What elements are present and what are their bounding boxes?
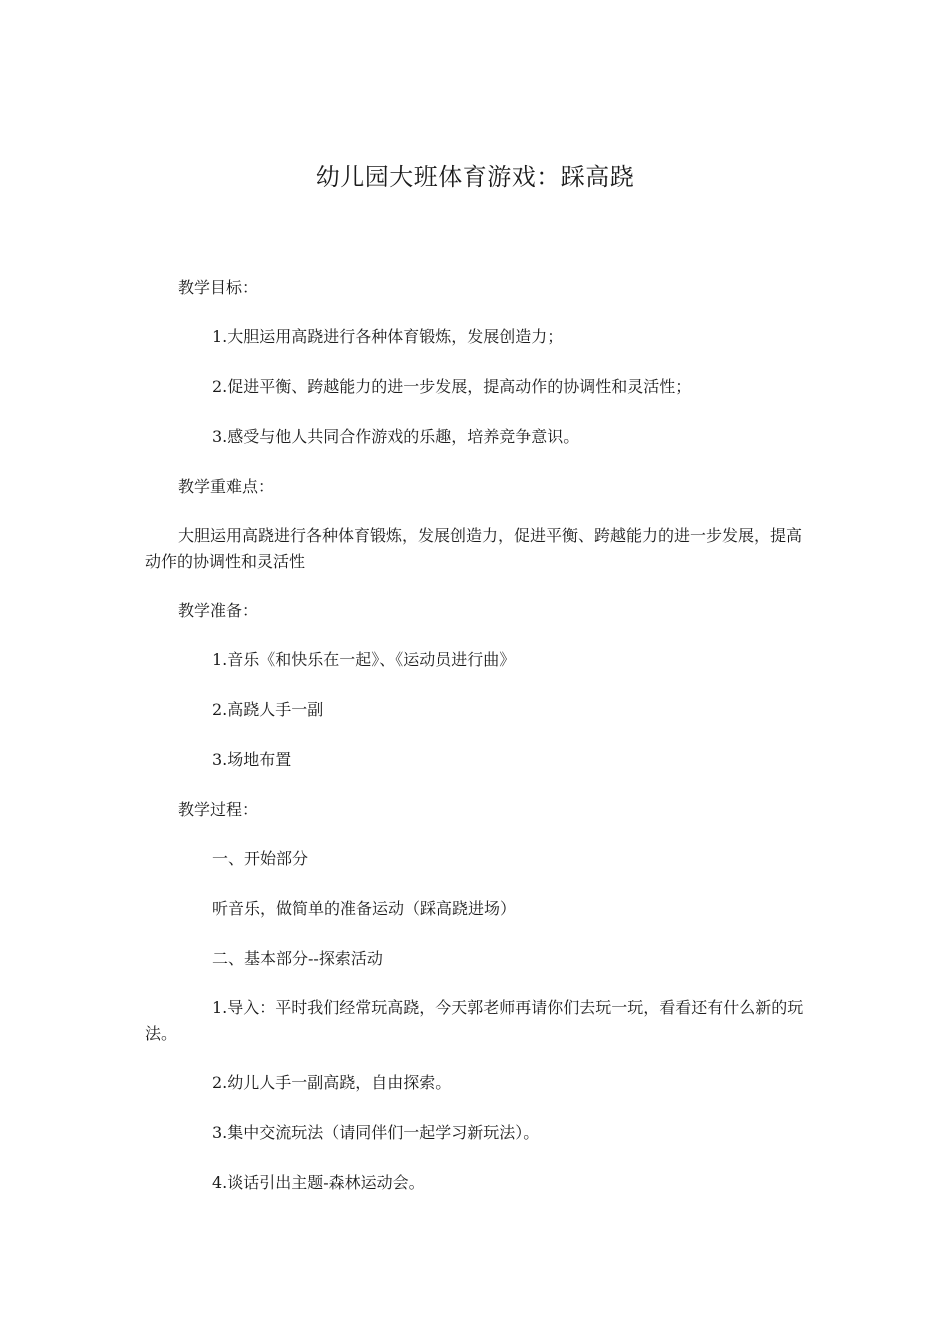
prep-item-3: 3.场地布置 <box>212 750 292 769</box>
part2-step-2: 2.幼儿人手一副高跷，自由探索。 <box>212 1073 452 1092</box>
prep-item-1: 1.音乐《和快乐在一起》、《运动员进行曲》 <box>212 650 516 669</box>
document-title: 幼儿园大班体育游戏：踩高跷 <box>315 163 635 191</box>
part1-text: 听音乐，做简单的准备运动（踩高跷进场） <box>212 899 517 918</box>
part2-step-3: 3.集中交流玩法（请同伴们一起学习新玩法）。 <box>212 1123 540 1142</box>
goal-item-3: 3.感受与他人共同合作游戏的乐趣，培养竞争意识。 <box>212 427 580 446</box>
process-heading: 教学过程： <box>178 800 259 819</box>
part2-step-1: 1.导入：平时我们经常玩高跷，今天郭老师再请你们去玩一玩，看看还有什么新的玩法。 <box>145 998 804 1043</box>
part2-heading: 二、基本部分--探索活动 <box>212 949 383 968</box>
goals-heading: 教学目标： <box>178 278 259 297</box>
goal-item-1: 1.大胆运用高跷进行各种体育锻炼，发展创造力； <box>212 327 564 346</box>
part1-heading: 一、开始部分 <box>212 849 309 868</box>
key-points-paragraph: 大胆运用高跷进行各种体育锻炼，发展创造力，促进平衡、跨越能力的进一步发展，提高动作的协调性和灵活性 <box>145 526 803 571</box>
key-points-heading: 教学重难点： <box>178 477 275 496</box>
prep-heading: 教学准备： <box>178 601 259 620</box>
goal-item-2: 2.促进平衡、跨越能力的进一步发展，提高动作的协调性和灵活性； <box>212 377 692 396</box>
part2-step-4: 4.谈话引出主题-森林运动会。 <box>212 1173 425 1192</box>
prep-item-2: 2.高跷人手一副 <box>212 700 324 719</box>
